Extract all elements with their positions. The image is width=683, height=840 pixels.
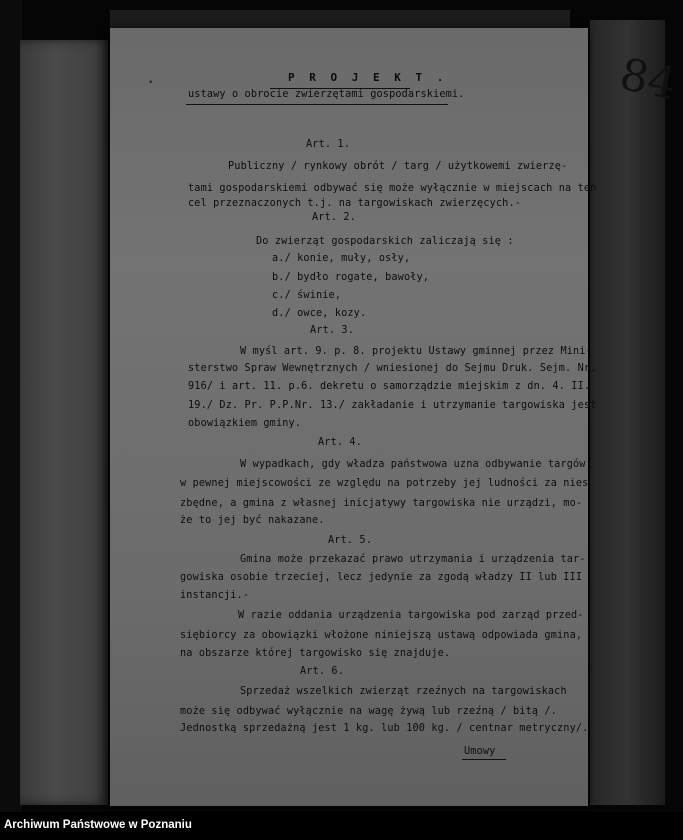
article-heading: Art. 4. <box>318 437 362 448</box>
page-marker: • <box>148 78 154 88</box>
text-line: instancji.- <box>180 590 250 601</box>
text-line: sterstwo Spraw Wewnętrznych / wniesionej do Sejmu Druk. Sejm. Nr. <box>188 363 597 374</box>
catchword-underline <box>462 759 506 760</box>
list-item: a./ konie, muły, osły, <box>272 253 411 264</box>
text-line: w pewnej miejscowości ze względu na potrzeby jej ludności za nies <box>180 478 589 489</box>
text-line: że to jej być nakazane. <box>180 515 325 526</box>
article-heading: Art. 2. <box>312 212 356 223</box>
text-line: zbędne, a gmina z własnej inicjatywy targowiska nie urządzi, mo- <box>180 498 583 509</box>
text-line: cel przeznaczonych t.j. na targowiskach zwierzęcych.- <box>188 198 522 209</box>
article-heading: Art. 6. <box>300 666 344 677</box>
article-heading: Art. 5. <box>328 535 372 546</box>
text-line: obowiązkiem gminy. <box>188 418 302 429</box>
text-line: Do zwierząt gospodarskich zaliczają się : <box>256 236 514 247</box>
text-line: Sprzedaż wszelkich zwierząt rzeźnych na targowiskach <box>240 686 567 697</box>
text-line: na obszarze której targowisko się znajduje. <box>180 648 451 659</box>
subtitle-underline <box>186 104 448 105</box>
text-line: tami gospodarskiemi odbywać się może wyłącznie w miejscach na ten <box>188 183 597 194</box>
article-heading: Art. 3. <box>310 325 354 336</box>
document-page <box>110 28 681 806</box>
document-subtitle: ustawy o obrocie zwierzętami gospodarskiemi. <box>188 89 465 100</box>
text-line: W wypadkach, gdy władza państwowa uzna odbywanie targów <box>240 459 586 470</box>
text-line: gowiska osobie trzeciej, lecz jedynie za zgodą władzy II lub III <box>180 572 583 583</box>
text-line: 916/ i art. 11. p.6. dekretu o samorządzie miejskim z dn. 4. II. <box>188 381 591 392</box>
underlying-sheet-left <box>20 40 108 805</box>
list-item: c./ świnie, <box>272 290 342 301</box>
article-heading: Art. 1. <box>306 139 350 150</box>
left-edge-strip <box>0 0 22 812</box>
handwritten-folio-number: 84 <box>615 48 681 111</box>
text-line: siębiorcy za obowiązki włożone niniejszą ustawą odpowiada gmina, <box>180 630 583 641</box>
text-line: Jednostką sprzedażną jest 1 kg. lub 100 kg. / centnar metryczny/. <box>180 723 589 734</box>
text-line: 19./ Dz. Pr. P.P.Nr. 13./ zakładanie i utrzymanie targowiska jest <box>188 400 597 411</box>
list-item: d./ owce, kozy. <box>272 308 367 319</box>
text-line: Gmina może przekazać prawo utrzymania i urządzenia tar- <box>240 554 586 565</box>
text-line: W myśl art. 9. p. 8. projektu Ustawy gminnej przez Mini- <box>240 346 592 357</box>
underlying-sheet-right <box>590 20 665 805</box>
footer-bar <box>0 812 683 840</box>
list-item: b./ bydło rogate, bawoły, <box>272 272 430 283</box>
archive-name: Archiwum Państwowe w Poznaniu <box>4 819 192 831</box>
text-line: Publiczny / rynkowy obrót / targ / użytkowemi zwierzę- <box>228 161 568 172</box>
text-line: może się odbywać wyłącznie na wagę żywą lub rzeźną / bitą /. <box>180 706 558 717</box>
catchword: Umowy <box>464 746 496 757</box>
document-title: P R O J E K T . <box>288 71 448 84</box>
text-line: W razie oddania urządzenia targowiska pod zarząd przed- <box>238 610 584 621</box>
